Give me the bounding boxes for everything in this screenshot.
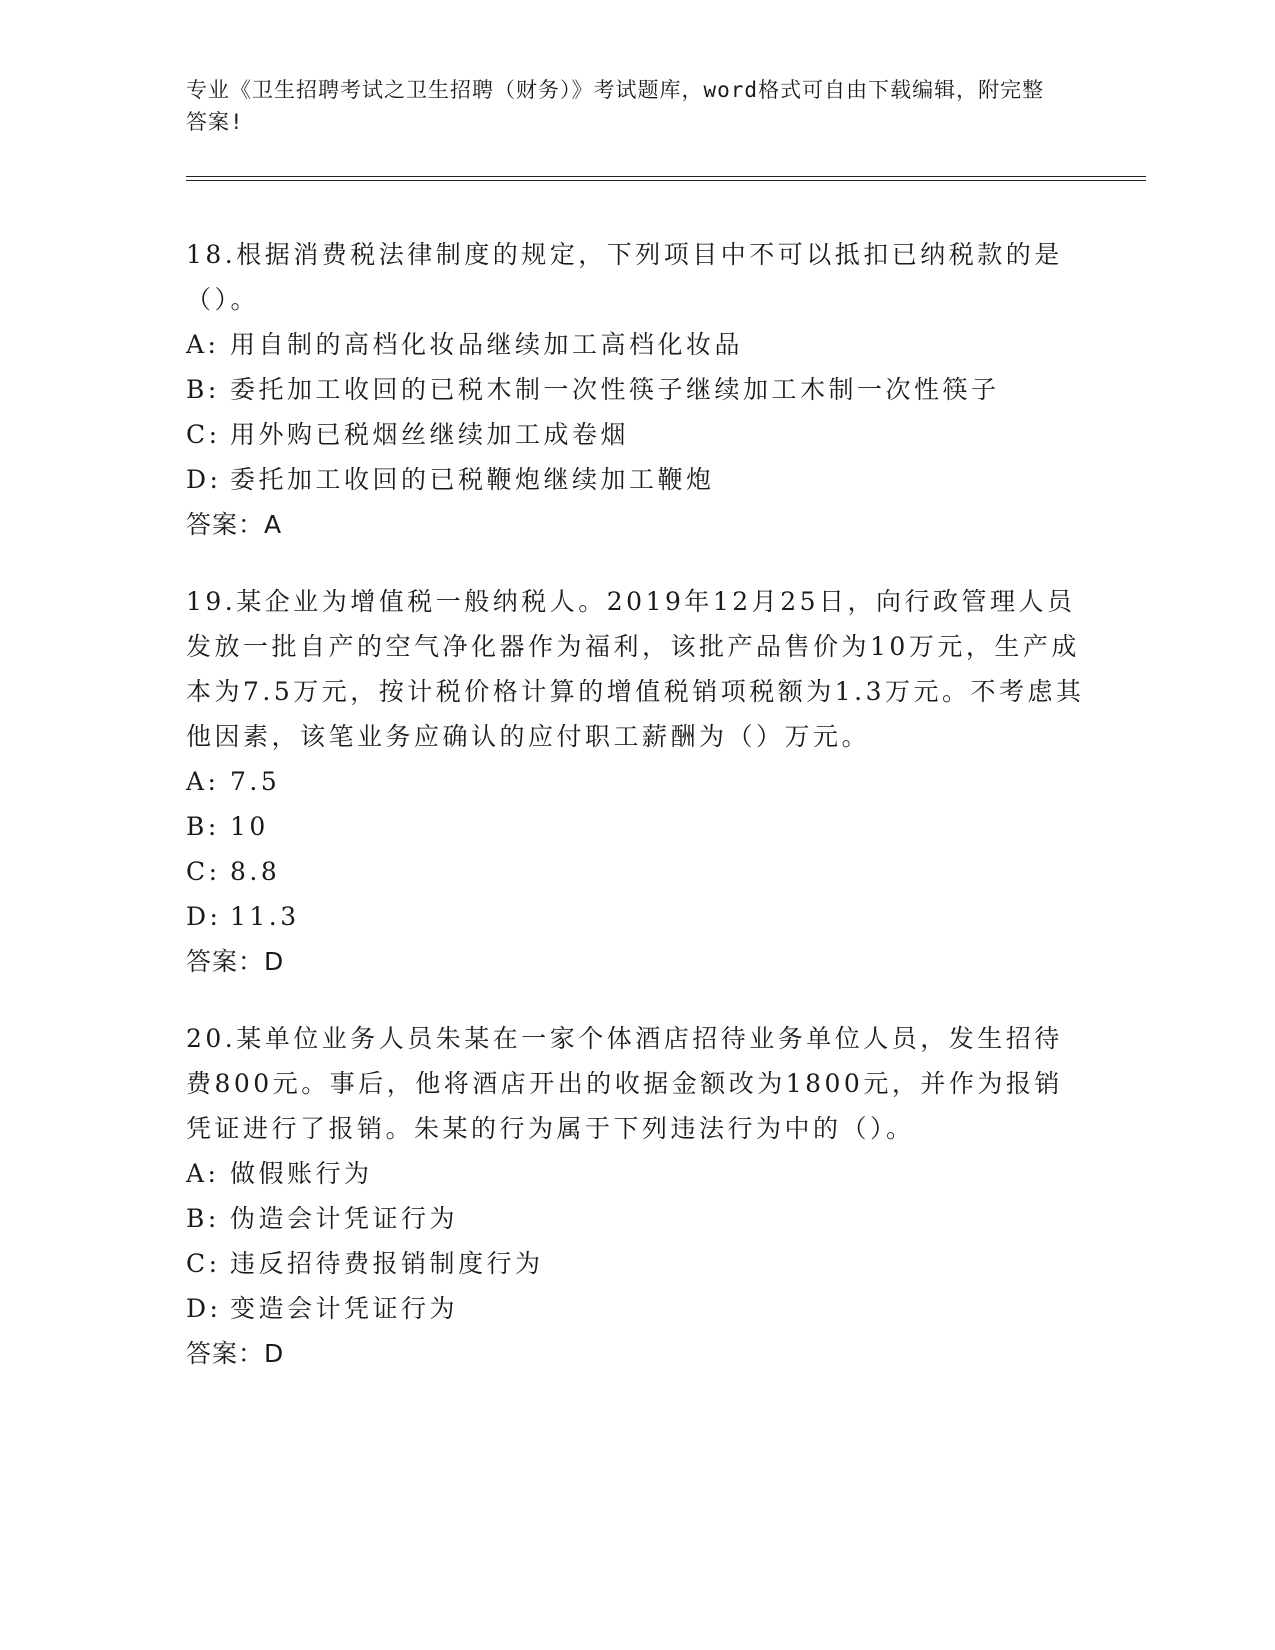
question-stem: 20.某单位业务人员朱某在一家个体酒店招待业务单位人员，发生招待费800元。事后，他将酒店开出的收据金额改为1800元，并作为报销凭证进行了报销。朱某的行为属于下列违法行为中的（）。 — [186, 1024, 1063, 1143]
option-letter: A: — [186, 330, 220, 359]
answer-line: 答案：D — [186, 947, 285, 976]
option-text: 委托加工收回的已税木制一次性筷子继续加工木制一次性筷子 — [230, 375, 1000, 404]
question-19 — [186, 579, 1086, 984]
option-letter: C: — [186, 1249, 221, 1278]
option-letter: B: — [186, 375, 220, 404]
option-letter: D: — [186, 1294, 222, 1323]
document-header — [186, 74, 1066, 138]
option-a — [186, 322, 1086, 367]
option-d — [186, 894, 1086, 939]
question-stem: 18.根据消费税法律制度的规定，下列项目中不可以抵扣已纳税款的是（）。 — [186, 240, 1063, 314]
option-b — [186, 367, 1086, 412]
answer-line: 答案：D — [186, 1339, 285, 1368]
option-text: 委托加工收回的已税鞭炮继续加工鞭炮 — [230, 465, 715, 494]
option-text: 做假账行为 — [230, 1159, 373, 1188]
option-text: 7.5 — [230, 767, 281, 796]
option-text: 用自制的高档化妆品继续加工高档化妆品 — [230, 330, 744, 359]
option-letter: B: — [186, 1204, 220, 1233]
option-d — [186, 1286, 1086, 1331]
option-text: 伪造会计凭证行为 — [230, 1204, 459, 1233]
question-18 — [186, 232, 1086, 547]
option-letter: A: — [186, 1159, 220, 1188]
option-a — [186, 1151, 1086, 1196]
option-letter: D: — [186, 902, 222, 931]
question-list — [186, 232, 1086, 1408]
option-letter: A: — [186, 767, 220, 796]
option-b — [186, 1196, 1086, 1241]
question-20 — [186, 1016, 1086, 1376]
option-c — [186, 412, 1086, 457]
option-text: 10 — [230, 812, 269, 841]
answer-line: 答案：A — [186, 510, 283, 539]
option-letter: D: — [186, 465, 222, 494]
option-a — [186, 759, 1086, 804]
question-stem: 19.某企业为增值税一般纳税人。2019年12月25日，向行政管理人员发放一批自产的空气净化器作为福利，该批产品售价为10万元，生产成本为7.5万元，按计税价格计算的增值税销项税额为1.3万元。不考虑其他因素，该笔业务应确认的应付职工薪酬为（）万元。 — [186, 587, 1085, 751]
option-c — [186, 849, 1086, 894]
option-letter: C: — [186, 857, 221, 886]
header-text: 专业《卫生招聘考试之卫生招聘（财务）》考试题库，word格式可自由下载编辑，附完整答案! — [186, 78, 1045, 134]
option-b — [186, 804, 1086, 849]
option-d — [186, 457, 1086, 502]
option-text: 变造会计凭证行为 — [230, 1294, 459, 1323]
option-letter: B: — [186, 812, 220, 841]
option-text: 8.8 — [230, 857, 281, 886]
option-letter: C: — [186, 420, 221, 449]
option-text: 违反招待费报销制度行为 — [230, 1249, 544, 1278]
option-c — [186, 1241, 1086, 1286]
header-divider — [186, 176, 1146, 181]
option-text: 11.3 — [230, 902, 300, 931]
option-text: 用外购已税烟丝继续加工成卷烟 — [230, 420, 630, 449]
